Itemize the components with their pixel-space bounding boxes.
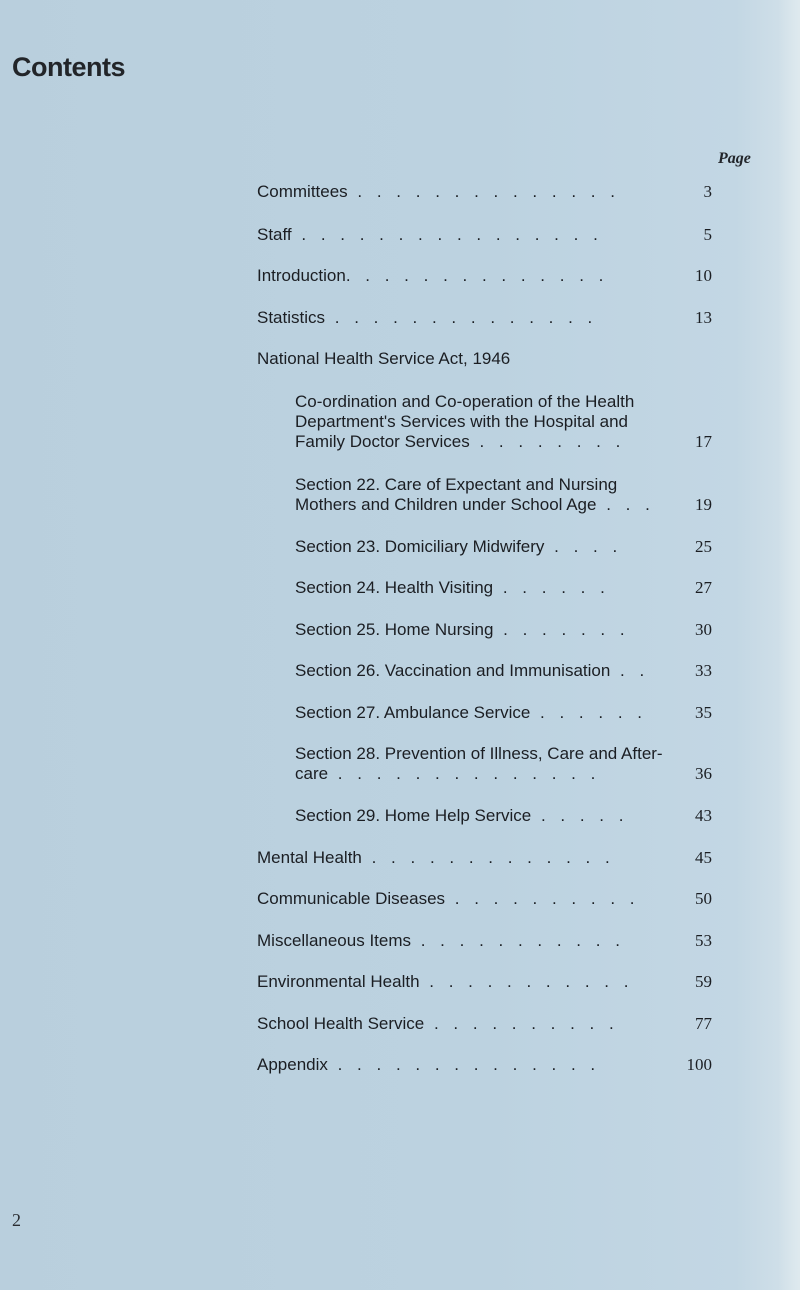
dot-leader: . . . . . . . . . . . . . . — [325, 308, 598, 327]
dot-leader: . . . . . . . . . . . . . . — [347, 182, 620, 201]
toc-page-number: 36 — [695, 764, 712, 783]
toc-entry-title: Communicable Diseases — [257, 889, 446, 908]
page-number-folio: 2 — [12, 1210, 21, 1230]
dot-leader: . . . . . . . . . . . . . . — [328, 764, 601, 783]
dot-leader: . . . . — [544, 537, 623, 556]
toc-entry — [257, 308, 756, 328]
toc-page-number: 30 — [695, 620, 712, 639]
toc-page-number: 50 — [695, 889, 712, 908]
dot-leader: . . . . . . . . . . . — [411, 931, 625, 950]
toc-entry-title: Environmental Health — [257, 972, 420, 991]
toc-entry — [295, 703, 756, 723]
toc-entry-title: Miscellaneous Items — [257, 931, 412, 950]
dot-leader: . . . — [596, 495, 655, 514]
dot-leader: . . . . . . . . . . — [445, 889, 640, 908]
dot-leader: . . . . . . . . . . . . . . . . — [291, 225, 603, 244]
toc-entry — [295, 475, 756, 515]
toc-entry-title-continued: Mothers and Children under School Age — [295, 495, 597, 514]
toc-page-number: 13 — [695, 308, 712, 327]
toc-entry-title: Section 25. Home Nursing — [295, 620, 494, 639]
toc-page-number: 3 — [703, 182, 712, 201]
toc-entry-title: Introduction — [257, 266, 346, 285]
toc-entry — [257, 1055, 756, 1075]
toc-entry-title-continued: Department's Services with the Hospital and — [295, 412, 629, 431]
dot-leader: . . . . . . . — [493, 620, 630, 639]
dot-leader: . . . . . . . . . . . . . . — [327, 1055, 601, 1074]
toc-page-number: 27 — [695, 578, 712, 597]
toc-page-number: 10 — [695, 266, 712, 285]
toc-entry-title: Section 26. Vaccination and Immunisation — [295, 661, 611, 680]
toc-page-number: 25 — [695, 537, 712, 556]
toc-entry — [257, 1014, 756, 1034]
toc-entry — [295, 578, 756, 598]
toc-entry — [295, 661, 756, 681]
toc-entry-title: Section 23. Domiciliary Midwifery — [295, 537, 545, 556]
toc-entry-title: Section 24. Health Visiting — [295, 578, 494, 597]
toc-entry-title: Section 29. Home Help Service — [295, 806, 532, 825]
toc-page-number: 33 — [695, 661, 712, 680]
toc-page-number: 59 — [695, 972, 712, 991]
toc-entry-title: Mental Health — [257, 848, 362, 867]
page-title: Contents — [12, 52, 125, 82]
toc-entry-title-continued: care — [295, 764, 329, 783]
toc-page-number: 5 — [703, 225, 712, 244]
toc-entry-title: Statistics — [257, 308, 326, 327]
dot-leader: . . . . . . — [493, 578, 610, 597]
dot-leader: . . . . . . . . . . . . . . — [345, 266, 609, 285]
toc-entry — [257, 972, 756, 992]
toc-entry — [257, 182, 756, 202]
toc-entry — [257, 889, 756, 909]
toc-entry — [295, 537, 756, 557]
toc-page-number: 100 — [686, 1055, 712, 1074]
toc-page-number: 53 — [695, 931, 712, 950]
toc-page-number: 19 — [695, 495, 712, 514]
dot-leader: . . . . . — [531, 806, 629, 825]
dot-leader: . . . . . . . . . . . — [419, 972, 634, 991]
toc-entry — [295, 744, 756, 784]
page-column-label: Page — [718, 150, 751, 167]
toc-entry — [257, 266, 756, 286]
dot-leader: . . . . . . . . . . — [424, 1014, 619, 1033]
toc-entry — [257, 848, 756, 868]
toc-entry — [295, 392, 756, 452]
toc-section-heading — [257, 349, 756, 369]
toc-page-number: 77 — [695, 1014, 712, 1033]
toc-entry — [295, 620, 756, 640]
dot-leader: . . . . . . . . — [469, 432, 626, 451]
toc-entry — [295, 806, 756, 826]
dot-leader: . . . . . . — [530, 703, 647, 722]
toc-entry-title: National Health Service Act, 1946 — [257, 349, 511, 368]
toc-page-number: 17 — [695, 432, 712, 451]
toc-entry-title: School Health Service — [257, 1014, 425, 1033]
toc-entry-title: Section 28. Prevention of Illness, Care and After- — [295, 744, 663, 763]
toc-entry-title: Committees — [257, 182, 348, 201]
toc-entry — [257, 225, 756, 245]
toc-page-number: 45 — [695, 848, 712, 867]
dot-leader: . . — [610, 661, 650, 680]
toc-page-number: 35 — [695, 703, 712, 722]
toc-entry — [257, 931, 756, 951]
toc-entry-title: Co-ordination and Co-operation of the Health — [295, 392, 635, 411]
toc-entry-title: Section 22. Care of Expectant and Nursing — [295, 475, 618, 494]
dot-leader: . . . . . . . . . . . . . — [361, 848, 615, 867]
toc-entry-title-continued: Family Doctor Services — [295, 432, 470, 451]
toc-entry-title: Appendix — [257, 1055, 328, 1074]
toc-page-number: 43 — [695, 806, 712, 825]
toc-entry-title: Staff — [257, 225, 292, 244]
toc-entry-title: Section 27. Ambulance Service — [295, 703, 531, 722]
